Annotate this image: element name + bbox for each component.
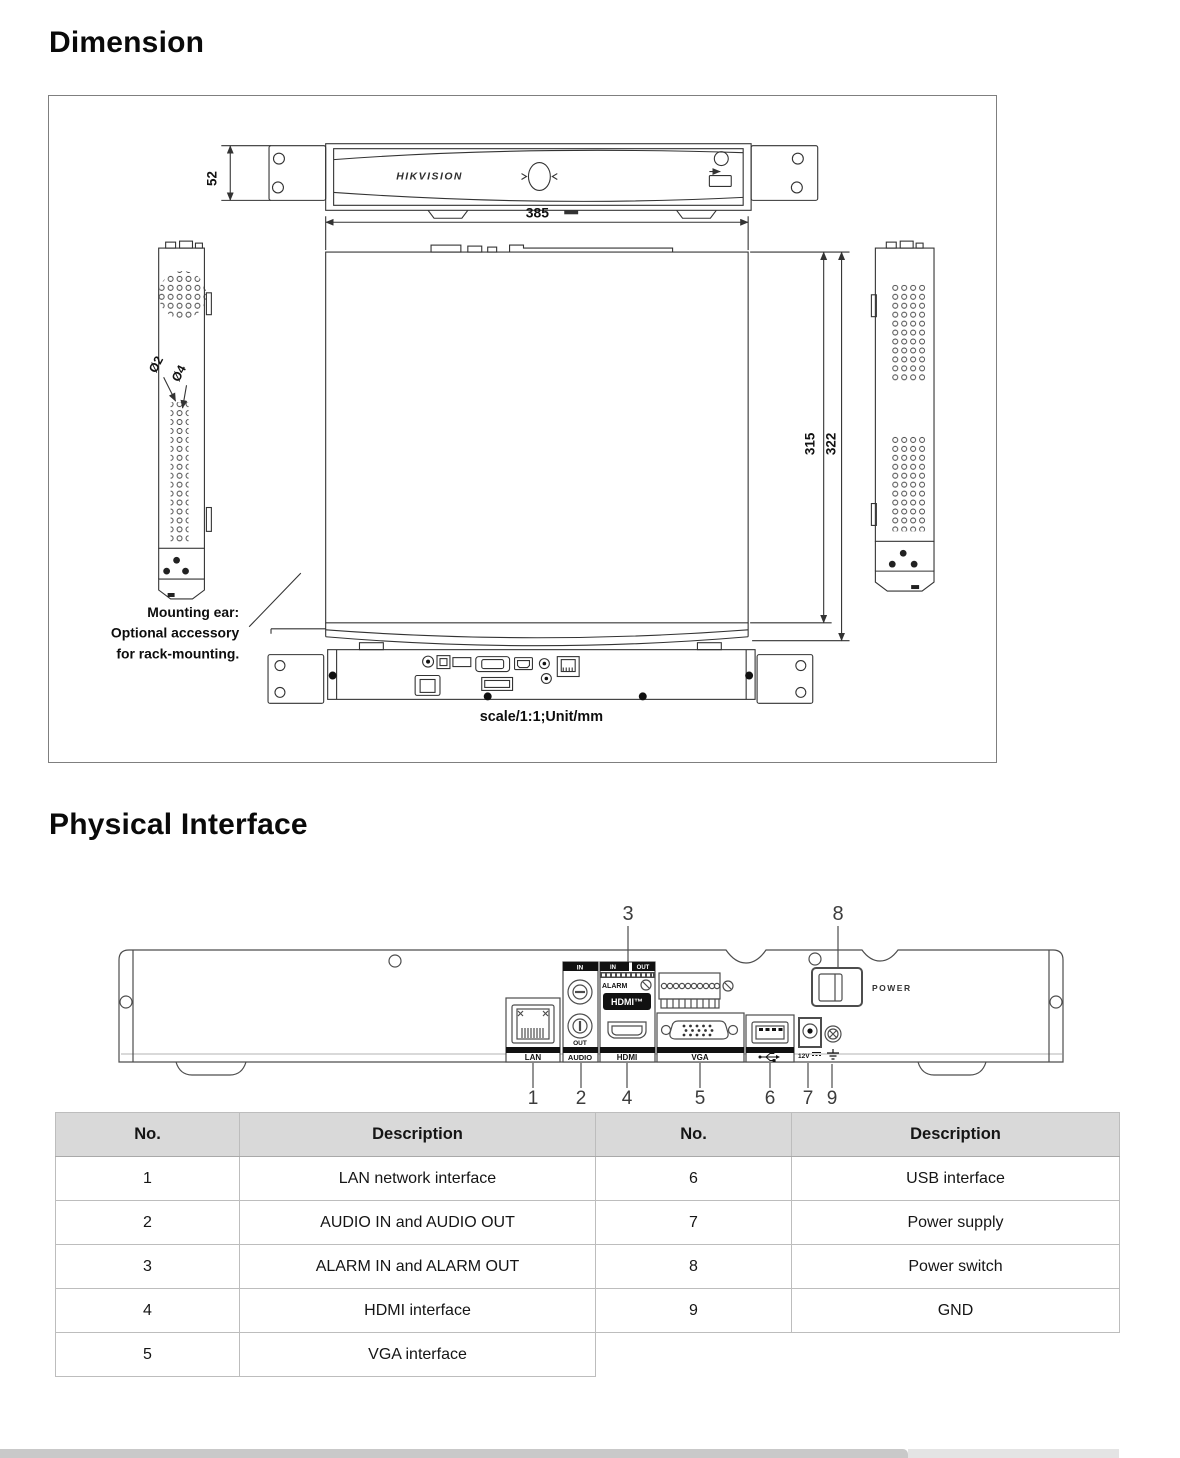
- dimension-drawing: [49, 96, 995, 760]
- svg-text:322: 322: [823, 432, 839, 456]
- dim-width: [326, 204, 748, 250]
- vga-port: [476, 657, 510, 672]
- cell-desc: AUDIO IN and AUDIO OUT: [240, 1201, 596, 1245]
- vent-hole-column: [171, 402, 189, 543]
- cell-no: 8: [596, 1245, 792, 1289]
- audio-out-label: OUT: [573, 1040, 587, 1047]
- dim-height: [204, 146, 271, 201]
- cell-no: 4: [56, 1289, 240, 1333]
- foot: [918, 1062, 986, 1075]
- svg-text:3: 3: [622, 903, 634, 925]
- callout-1: 1: [527, 1088, 539, 1109]
- callout-2: 2: [575, 1088, 587, 1109]
- cell-no: 1: [56, 1157, 240, 1201]
- callout-6: 6: [764, 1088, 776, 1109]
- audio-label: AUDIO: [567, 1053, 593, 1062]
- rear-panel-diagram: [0, 880, 1180, 1110]
- table-header-row: [56, 1113, 1120, 1157]
- rear-view: [268, 643, 813, 704]
- alarm-out-label: OUT: [636, 965, 650, 971]
- cell-no: 6: [596, 1157, 792, 1201]
- foot: [428, 210, 468, 218]
- table-row: [56, 1201, 1120, 1245]
- foot: [677, 210, 717, 218]
- bottom-callouts: [528, 1063, 838, 1109]
- cell-no: 5: [56, 1333, 240, 1377]
- alarm-terminal: [453, 658, 471, 667]
- audio-in-label: IN: [576, 964, 584, 972]
- interface-table: [55, 1112, 1120, 1377]
- mounting-ear-leader-line: [249, 573, 301, 627]
- table-row: [56, 1157, 1120, 1201]
- power-indicator: [714, 152, 728, 166]
- hole-dia-small-label: Ø2: [146, 353, 167, 376]
- hole-dia-large-label: Ø4: [168, 362, 190, 385]
- callout-7: 7: [802, 1088, 814, 1109]
- lan-section: [506, 998, 560, 1062]
- table-row: [56, 1245, 1120, 1289]
- alarm-terminal-block: [659, 973, 733, 1008]
- screw-hole: [389, 955, 401, 967]
- ear-hole: [273, 153, 284, 164]
- foot: [176, 1062, 246, 1075]
- svg-text:315: 315: [802, 432, 818, 456]
- cell-desc: Power supply: [792, 1201, 1120, 1245]
- table-row: [56, 1333, 1120, 1377]
- usb-icon: [709, 172, 731, 187]
- mounting-note: [111, 604, 240, 662]
- scale-note: scale/1:1;Unit/mm: [479, 709, 604, 726]
- cell-no: 3: [56, 1245, 240, 1289]
- alarm-in-label: IN: [610, 965, 616, 971]
- cell-desc: ALARM IN and ALARM OUT: [240, 1245, 596, 1289]
- right-side-view: [871, 241, 934, 591]
- cell-empty: [596, 1333, 792, 1377]
- svg-text:Optional accessory: Optional accessory: [110, 624, 240, 641]
- table-row: [56, 1289, 1120, 1333]
- col-header-no-right: No.: [596, 1113, 792, 1157]
- usb-section: [746, 1015, 794, 1062]
- svg-text:Mounting ear:: Mounting ear:: [147, 603, 240, 620]
- cell-desc: GND: [792, 1289, 1120, 1333]
- right-mounting-ear: [751, 146, 818, 201]
- front-view: [204, 144, 817, 219]
- screw-hole: [120, 996, 132, 1008]
- dimension-figure-frame: [48, 95, 997, 763]
- power-switch: [812, 968, 912, 1006]
- col-header-desc-right: Description: [792, 1113, 1120, 1157]
- next-section-preview: [0, 1449, 908, 1458]
- cell-empty: [792, 1333, 1120, 1377]
- cell-desc: VGA interface: [240, 1333, 596, 1377]
- left-side-view: [146, 241, 211, 599]
- cell-desc: USB interface: [792, 1157, 1120, 1201]
- ear-hole: [792, 153, 803, 164]
- physical-interface-heading: Physical Interface: [49, 808, 308, 841]
- cell-desc: Power switch: [792, 1245, 1120, 1289]
- callout-4: 4: [621, 1088, 633, 1109]
- callout-9: 9: [826, 1088, 838, 1109]
- round-vent: [159, 271, 207, 319]
- vent-grid: [891, 436, 925, 531]
- svg-text:8: 8: [832, 903, 844, 925]
- lan-label: LAN: [524, 1053, 542, 1062]
- audio-section: [563, 962, 598, 1062]
- svg-text:52: 52: [204, 171, 220, 186]
- dim-depth: [750, 252, 849, 641]
- hdmi-label: HDMI: [616, 1053, 638, 1062]
- screw-hole: [809, 953, 821, 965]
- col-header-desc-left: Description: [240, 1113, 596, 1157]
- ear-hole: [273, 182, 284, 193]
- dimension-heading: Dimension: [49, 26, 205, 59]
- screw-hole: [1050, 996, 1062, 1008]
- col-header-no-left: No.: [56, 1113, 240, 1157]
- cell-no: 2: [56, 1201, 240, 1245]
- svg-text:for rack-mounting.: for rack-mounting.: [116, 645, 240, 662]
- top-view: [249, 245, 849, 646]
- cell-desc: LAN network interface: [240, 1157, 596, 1201]
- hdmi-badge-label: HDMI™: [611, 997, 643, 1007]
- alarm-label: ALARM: [602, 983, 628, 990]
- ear-hole: [791, 182, 802, 193]
- dc-12v-label: 12V: [798, 1053, 810, 1060]
- brand-logo: HIKVISION: [396, 171, 463, 183]
- front-chassis: [326, 144, 751, 211]
- cell-desc: HDMI interface: [240, 1289, 596, 1333]
- svg-text:385: 385: [525, 204, 550, 221]
- front-lens-window: [528, 163, 550, 191]
- cell-no: 7: [596, 1201, 792, 1245]
- power-label: POWER: [872, 983, 912, 993]
- vent-grid: [891, 285, 925, 382]
- callout-5: 5: [694, 1088, 706, 1109]
- next-section-preview-light: [908, 1449, 1119, 1458]
- alarm-hdmi-section: [600, 962, 655, 1062]
- callout-3: [622, 903, 633, 964]
- cell-no: 9: [596, 1289, 792, 1333]
- callout-8: [832, 903, 843, 967]
- vga-label: VGA: [691, 1053, 709, 1062]
- vga-section: [657, 1013, 744, 1062]
